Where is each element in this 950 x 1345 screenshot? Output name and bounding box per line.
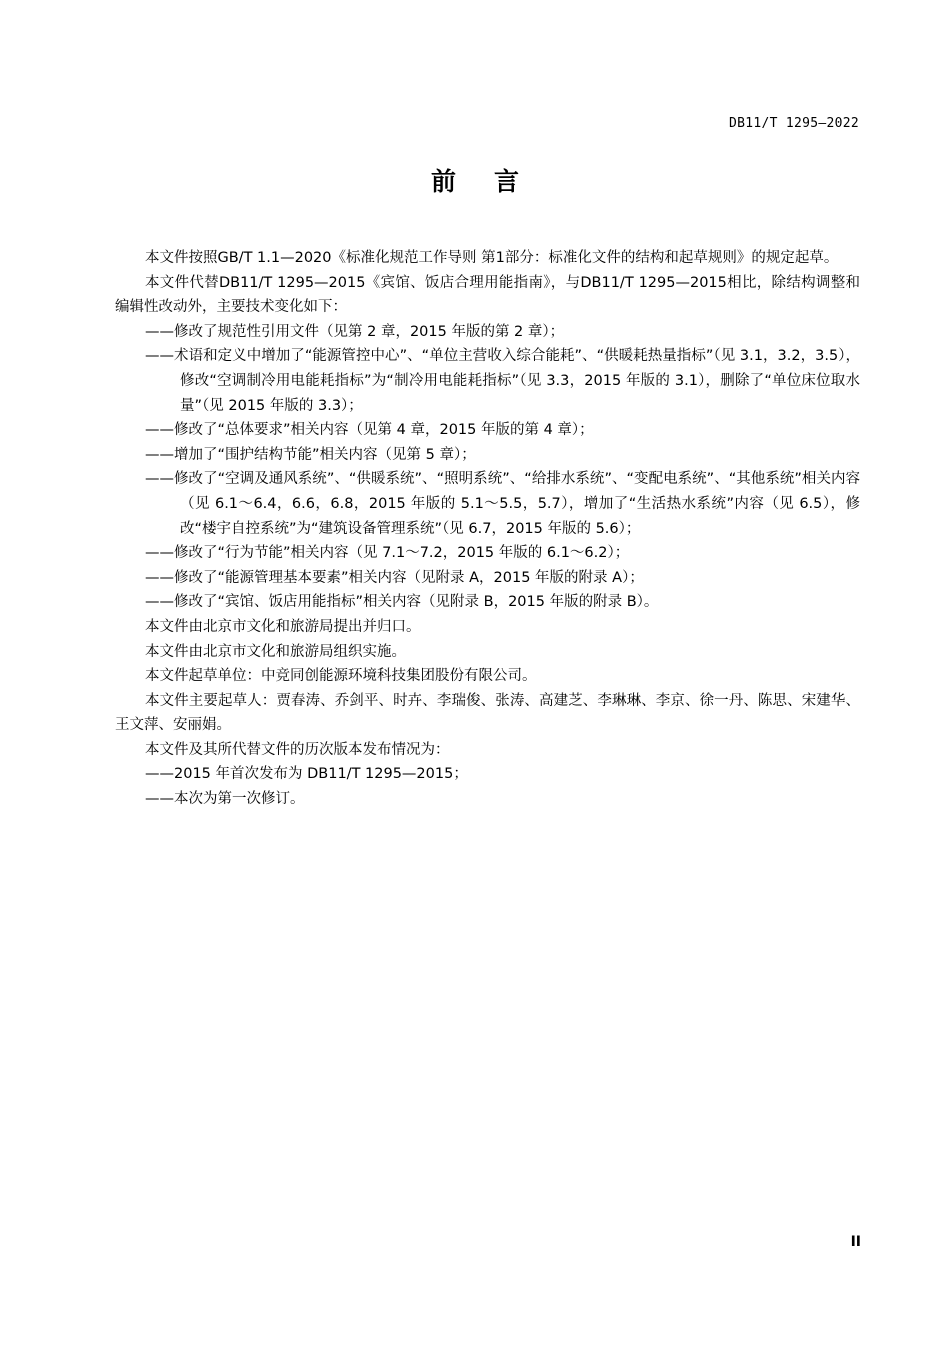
paragraph-replacement: 本文件代替DB11/T 1295—2015《宾馆、饭店合理用能指南》，与DB11/T 1295—2015相比，除结构调整和编辑性改动外，主要技术变化如下： [115, 274, 860, 316]
change-item: ——修改了规范性引用文件（见第 2 章，2015 年版的第 2 章）； [145, 323, 565, 340]
change-item: ——修改了“行为节能”相关内容（见 7.1～7.2，2015 年版的 6.1～6.2）； [145, 545, 630, 562]
page-number: II [850, 1234, 861, 1250]
info-drafters: 本文件主要起草人：贾春涛、乔剑平、时卉、李瑞俊、张涛、高建芝、李琳琳、李京、徐一丹、陈思、宋建华、王文萍、安丽娟。 [115, 692, 860, 734]
info-implementer: 本文件由北京市文化和旅游局组织实施。 [145, 643, 406, 660]
change-item: ——术语和定义中增加了“能源管控中心”、“单位主营收入综合能耗”、“供暖耗热量指标”（见 3.1，3.2，3.5），修改“空调制冷用电能耗指标”为“制冷用电能耗指标”（见 3.3，2015 年版的 3.1），删除了“单位床位取水量”（见 2015 年版的 3.3）； [145, 348, 860, 414]
foreword-body [115, 246, 860, 812]
page-title: 前言 [430, 167, 557, 196]
history-item: ——本次为第一次修订。 [145, 791, 305, 808]
change-item: ——修改了“总体要求”相关内容（见第 4 章，2015 年版的第 4 章）； [145, 422, 594, 439]
change-item: ——增加了“围护结构节能”相关内容（见第 5 章）； [145, 446, 476, 463]
paragraph-drafting-rules: 本文件按照GB/T 1.1—2020《标准化规范工作导则 第1部分：标准化文件的结构和起草规则》的规定起草。 [145, 250, 839, 266]
change-item: ——修改了“能源管理基本要素”相关内容（见附录 A，2015 年版的附录 A）； [145, 569, 644, 586]
change-item: ——修改了“宾馆、饭店用能指标”相关内容（见附录 B，2015 年版的附录 B）。 [145, 594, 659, 611]
document-code: DB11/T 1295—2022 [728, 116, 859, 131]
change-item: ——修改了“空调及通风系统”、“供暖系统”、“照明系统”、“给排水系统”、“变配电系统”、“其他系统”相关内容（见 6.1～6.4，6.6，6.8，2015 年版的 5.1～5.5，5.7），增加了“生活热水系统”内容（见 6.5），修改“楼宇自控系统”为“建筑设备管理系统”（见 6.7，2015 年版的 5.6）； [145, 471, 860, 537]
history-item: ——2015 年首次发布为 DB11/T 1295—2015； [145, 766, 468, 783]
info-history-intro: 本文件及其所代替文件的历次版本发布情况为： [145, 741, 450, 758]
info-proposer: 本文件由北京市文化和旅游局提出并归口。 [145, 618, 421, 635]
info-drafting-unit: 本文件起草单位：中竞同创能源环境科技集团股份有限公司。 [145, 668, 537, 685]
